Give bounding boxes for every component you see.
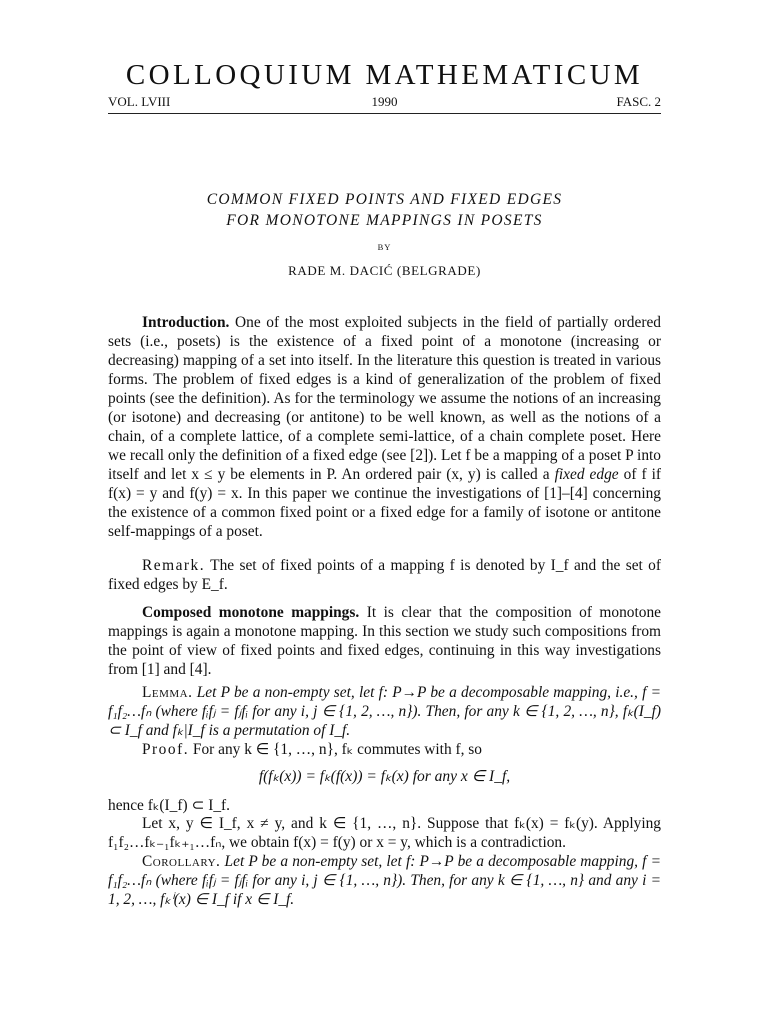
paper-title-line-1: COMMON FIXED POINTS AND FIXED EDGES [206, 191, 563, 208]
author-line: RADE M. DACIĆ (BELGRADE) [288, 263, 481, 278]
corollary-paragraph [108, 852, 661, 909]
section-text: It is clear that the composition of monotone mappings is again a monotone mapping. In this section we study such compositions from the point of view of fixed points and fixed edges, continuing in this way investigations from [1] and [4]. [108, 604, 661, 678]
remark-heading: Remark. [142, 557, 206, 574]
lemma-text: Let P be a non-empty set, let f: P→P be a decomposable mapping, i.e., f = f₁f₂…fₙ (where fᵢfⱼ = fⱼfᵢ for any i, j ∈ {1, 2, …, n}). Then, for any k ∈ {1, 2, …, n}, fₖ(I_f) ⊂ I_f and fₖ|I_f is a permutation of I_f. [108, 684, 661, 739]
proof-hence-line: hence fₖ(I_f) ⊂ I_f. [108, 797, 230, 814]
introduction-text-2: of f if f(x) = y and f(y) = x. In this paper we continue the investigations of [1]–[4] concerning the existence of a common fixed point or a fixed edge for a family of isotone or antitone self-mappings of a poset. [108, 466, 662, 540]
journal-title: COLLOQUIUM MATHEMATICUM [125, 59, 644, 91]
corollary-label: Corollary. [142, 853, 221, 870]
remark-text: The set of fixed points of a mapping f is denoted by I_f and the set of fixed edges by E_f. [108, 557, 661, 593]
section-heading: Composed monotone mappings. [142, 604, 360, 621]
introduction-text-1: One of the most exploited subjects in the field of partially ordered sets (i.e., posets) is the existence of a fixed point of a monotone (increasing or decreasing) mapping of a set into itself. In the literature this question is treated in various forms. The problem of fixed edges is a kind of generalization of the problem of fixed points (see the definition). As for the terminology we assume the notions of an increasing (or isotone) and decreasing (or antitone) to be well known, as well as the notions of a chain, of a complete lattice, of a complete semi-lattice, of a chain complete poset. Here we recall only the definition of a fixed edge (see [2]). Let f be a mapping of a poset P into itself and let x ≤ y be elements in P. An ordered pair (x, y) is called a [108, 314, 661, 483]
paper-title-line-2: FOR MONOTONE MAPPINGS IN POSETS [226, 212, 543, 229]
issue-info-row [108, 94, 661, 112]
section-paragraph [108, 603, 661, 679]
proof-text: For any k ∈ {1, …, n}, fₖ commutes with f, so [189, 741, 482, 758]
proof-paragraph [108, 740, 661, 759]
lemma-paragraph [108, 683, 661, 740]
introduction-heading: Introduction. [142, 314, 230, 331]
volume-label: VOL. LVIII [108, 94, 171, 109]
fascicle-label: FASC. 2 [616, 94, 661, 109]
header-rule [108, 113, 661, 114]
lemma-label: Lemma. [142, 684, 193, 701]
fixed-edge-term: fixed edge [554, 466, 619, 483]
proof-label: Proof. [142, 741, 190, 758]
introduction-paragraph [108, 313, 661, 541]
remark-paragraph [108, 556, 661, 594]
year-label: 1990 [371, 94, 398, 109]
by-label: BY [377, 242, 392, 252]
corollary-text: Let P be a non-empty set, let f: P→P be a decomposable mapping, f = f₁f₂…fₙ (where fᵢfⱼ = fⱼfᵢ for any i, j ∈ {1, …, n}). Then, for any k ∈ {1, …, n} and any i = 1, 2, …, fₖⁱ(x) ∈ I_f if x ∈ I_f. [108, 853, 661, 908]
proof-formula: f(fₖ(x)) = fₖ(f(x)) = fₖ(x) for any x ∈ I_f, [258, 768, 511, 785]
proof-continuation: Let x, y ∈ I_f, x ≠ y, and k ∈ {1, …, n}. Suppose that fₖ(x) = fₖ(y). Applying f₁f₂…fₖ₋₁fₖ₊₁…fₙ, we obtain f(x) = f(y) or x = y, which is a contradiction. [108, 815, 661, 851]
